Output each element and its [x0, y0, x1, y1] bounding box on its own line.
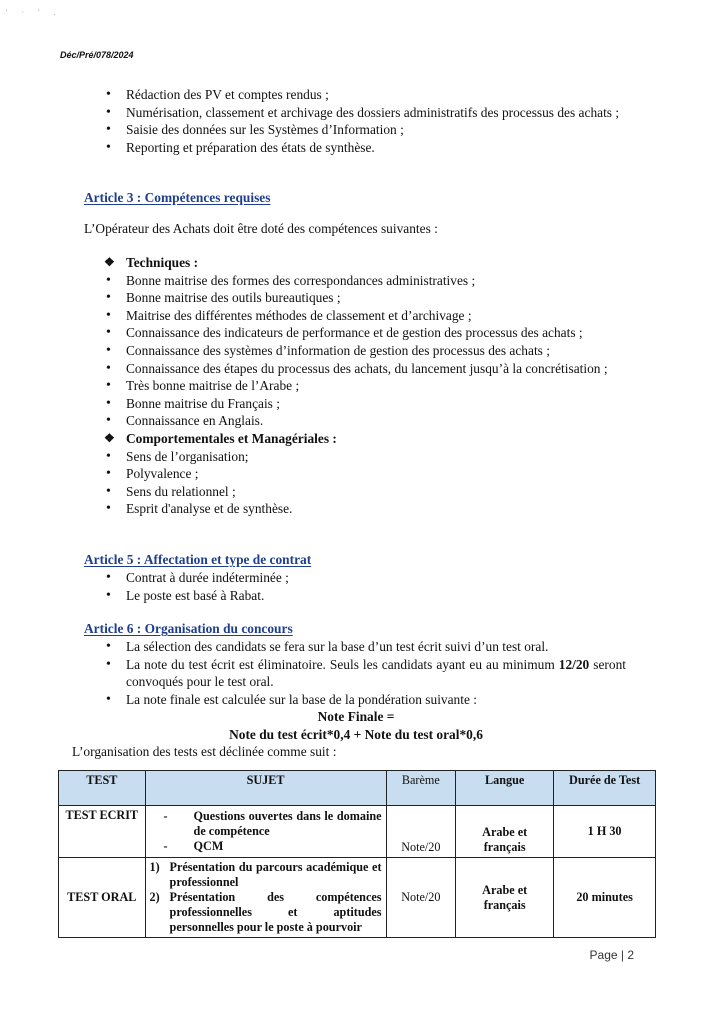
table-cell: [145, 806, 386, 858]
comportementales-heading: ❖ Comportementales et Managériales :: [104, 430, 337, 446]
scan-artifact: ' · ' .: [6, 8, 62, 17]
list-item: • La sélection des candidats se fera sur la base d’un test écrit suivi d’un test oral.: [82, 638, 626, 656]
organisation-intro: L’organisation des tests est déclinée comme suit :: [72, 744, 337, 759]
article-3-heading: Article 3 : Compétences requises: [84, 190, 271, 205]
list-item: • Polyvalence ;: [82, 465, 626, 483]
organisation-list: [82, 638, 626, 708]
table-cell: 1 H 30: [554, 806, 656, 858]
diamond-bullet-icon: ❖: [104, 430, 115, 445]
list-item: - Questions ouvertes dans le domaine de compétence: [150, 809, 382, 839]
list-item: • Connaissance des étapes du processus des achats, du lancement jusqu’à la concrétisation ;: [82, 360, 626, 378]
list-item: • Bonne maitrise des outils bureautiques ;: [82, 289, 626, 307]
column-header: Langue: [456, 771, 554, 806]
list-item: • Reporting et préparation des états de synthèse.: [82, 139, 626, 157]
page-number: Page | 2: [589, 948, 634, 962]
list-item: • Bonne maitrise des formes des correspondances administratives ;: [82, 272, 626, 290]
table-cell: TEST ECRIT: [59, 806, 146, 858]
table-cell: Note/20: [386, 806, 456, 858]
list-item: • La note finale est calculée sur la base de la pondération suivante :: [82, 691, 626, 709]
techniques-heading: ❖ Techniques :: [104, 255, 199, 270]
list-item: • La note du test écrit est éliminatoire. Seuls les candidats ayant eu au minimum 12/20 seront convoqués pour le test oral.: [82, 656, 626, 691]
table-row: [59, 858, 656, 938]
list-item: • Contrat à durée indéterminée ;: [82, 569, 626, 587]
formula-line-2: Note du test écrit*0,4 + Note du test oral*0,6: [229, 727, 483, 742]
table-cell: Note/20: [386, 858, 456, 938]
article-3-intro: L’Opérateur des Achats doit être doté des compétences suivantes :: [84, 221, 438, 236]
column-header: Barème: [386, 771, 456, 806]
list-item: • Maitrise des différentes méthodes de classement et d’archivage ;: [82, 307, 626, 325]
document-reference: Déc/Pré/078/2024: [60, 50, 134, 60]
table-row: [59, 806, 656, 858]
list-item: • Sens de l’organisation;: [82, 448, 626, 466]
competences-list: [82, 254, 626, 518]
diamond-bullet-icon: ❖: [104, 255, 115, 269]
list-item: • Connaissance en Anglais.: [82, 412, 626, 430]
list-item: • Bonne maitrise du Français ;: [82, 395, 626, 413]
list-item: 2) Présentation des compétences professionnelles et aptitudes personnelles pour le poste à pourvoir: [149, 890, 382, 934]
list-item: • Rédaction des PV et comptes rendus ;: [82, 86, 626, 104]
list-item: • Très bonne maitrise de l’Arabe ;: [82, 377, 626, 395]
list-item: • Numérisation, classement et archivage des dossiers administratifs des processus des achats ;: [82, 104, 626, 122]
column-header: Durée de Test: [554, 771, 656, 806]
column-header: SUJET: [145, 771, 386, 806]
list-item: 1) Présentation du parcours académique et professionnel: [149, 860, 382, 889]
table-cell: Arabe et français: [456, 858, 554, 938]
formula-line-1: Note Finale =: [317, 709, 395, 724]
list-item: • Sens du relationnel ;: [82, 483, 626, 501]
list-item: - QCM: [150, 839, 382, 854]
article-5-heading: Article 5 : Affectation et type de contrat: [84, 552, 312, 567]
tasks-list: [82, 86, 626, 156]
list-item: • Esprit d'analyse et de synthèse.: [82, 500, 626, 518]
article-6-heading: Article 6 : Organisation du concours: [84, 621, 293, 636]
list-item: • Le poste est basé à Rabat.: [82, 587, 626, 605]
contract-list: [82, 569, 626, 604]
table-cell: [145, 858, 386, 938]
table-cell: 20 minutes: [554, 858, 656, 938]
table-cell: TEST ORAL: [59, 858, 146, 938]
table-header-row: [59, 771, 656, 806]
table-cell: Arabe et français: [456, 806, 554, 858]
list-item: • Saisie des données sur les Systèmes d’Information ;: [82, 121, 626, 139]
list-item: • Connaissance des systèmes d’information de gestion des processus des achats ;: [82, 342, 626, 360]
tests-table: [58, 770, 656, 938]
list-item: • Connaissance des indicateurs de performance et de gestion des processus des achats ;: [82, 324, 626, 342]
column-header: TEST: [59, 771, 146, 806]
